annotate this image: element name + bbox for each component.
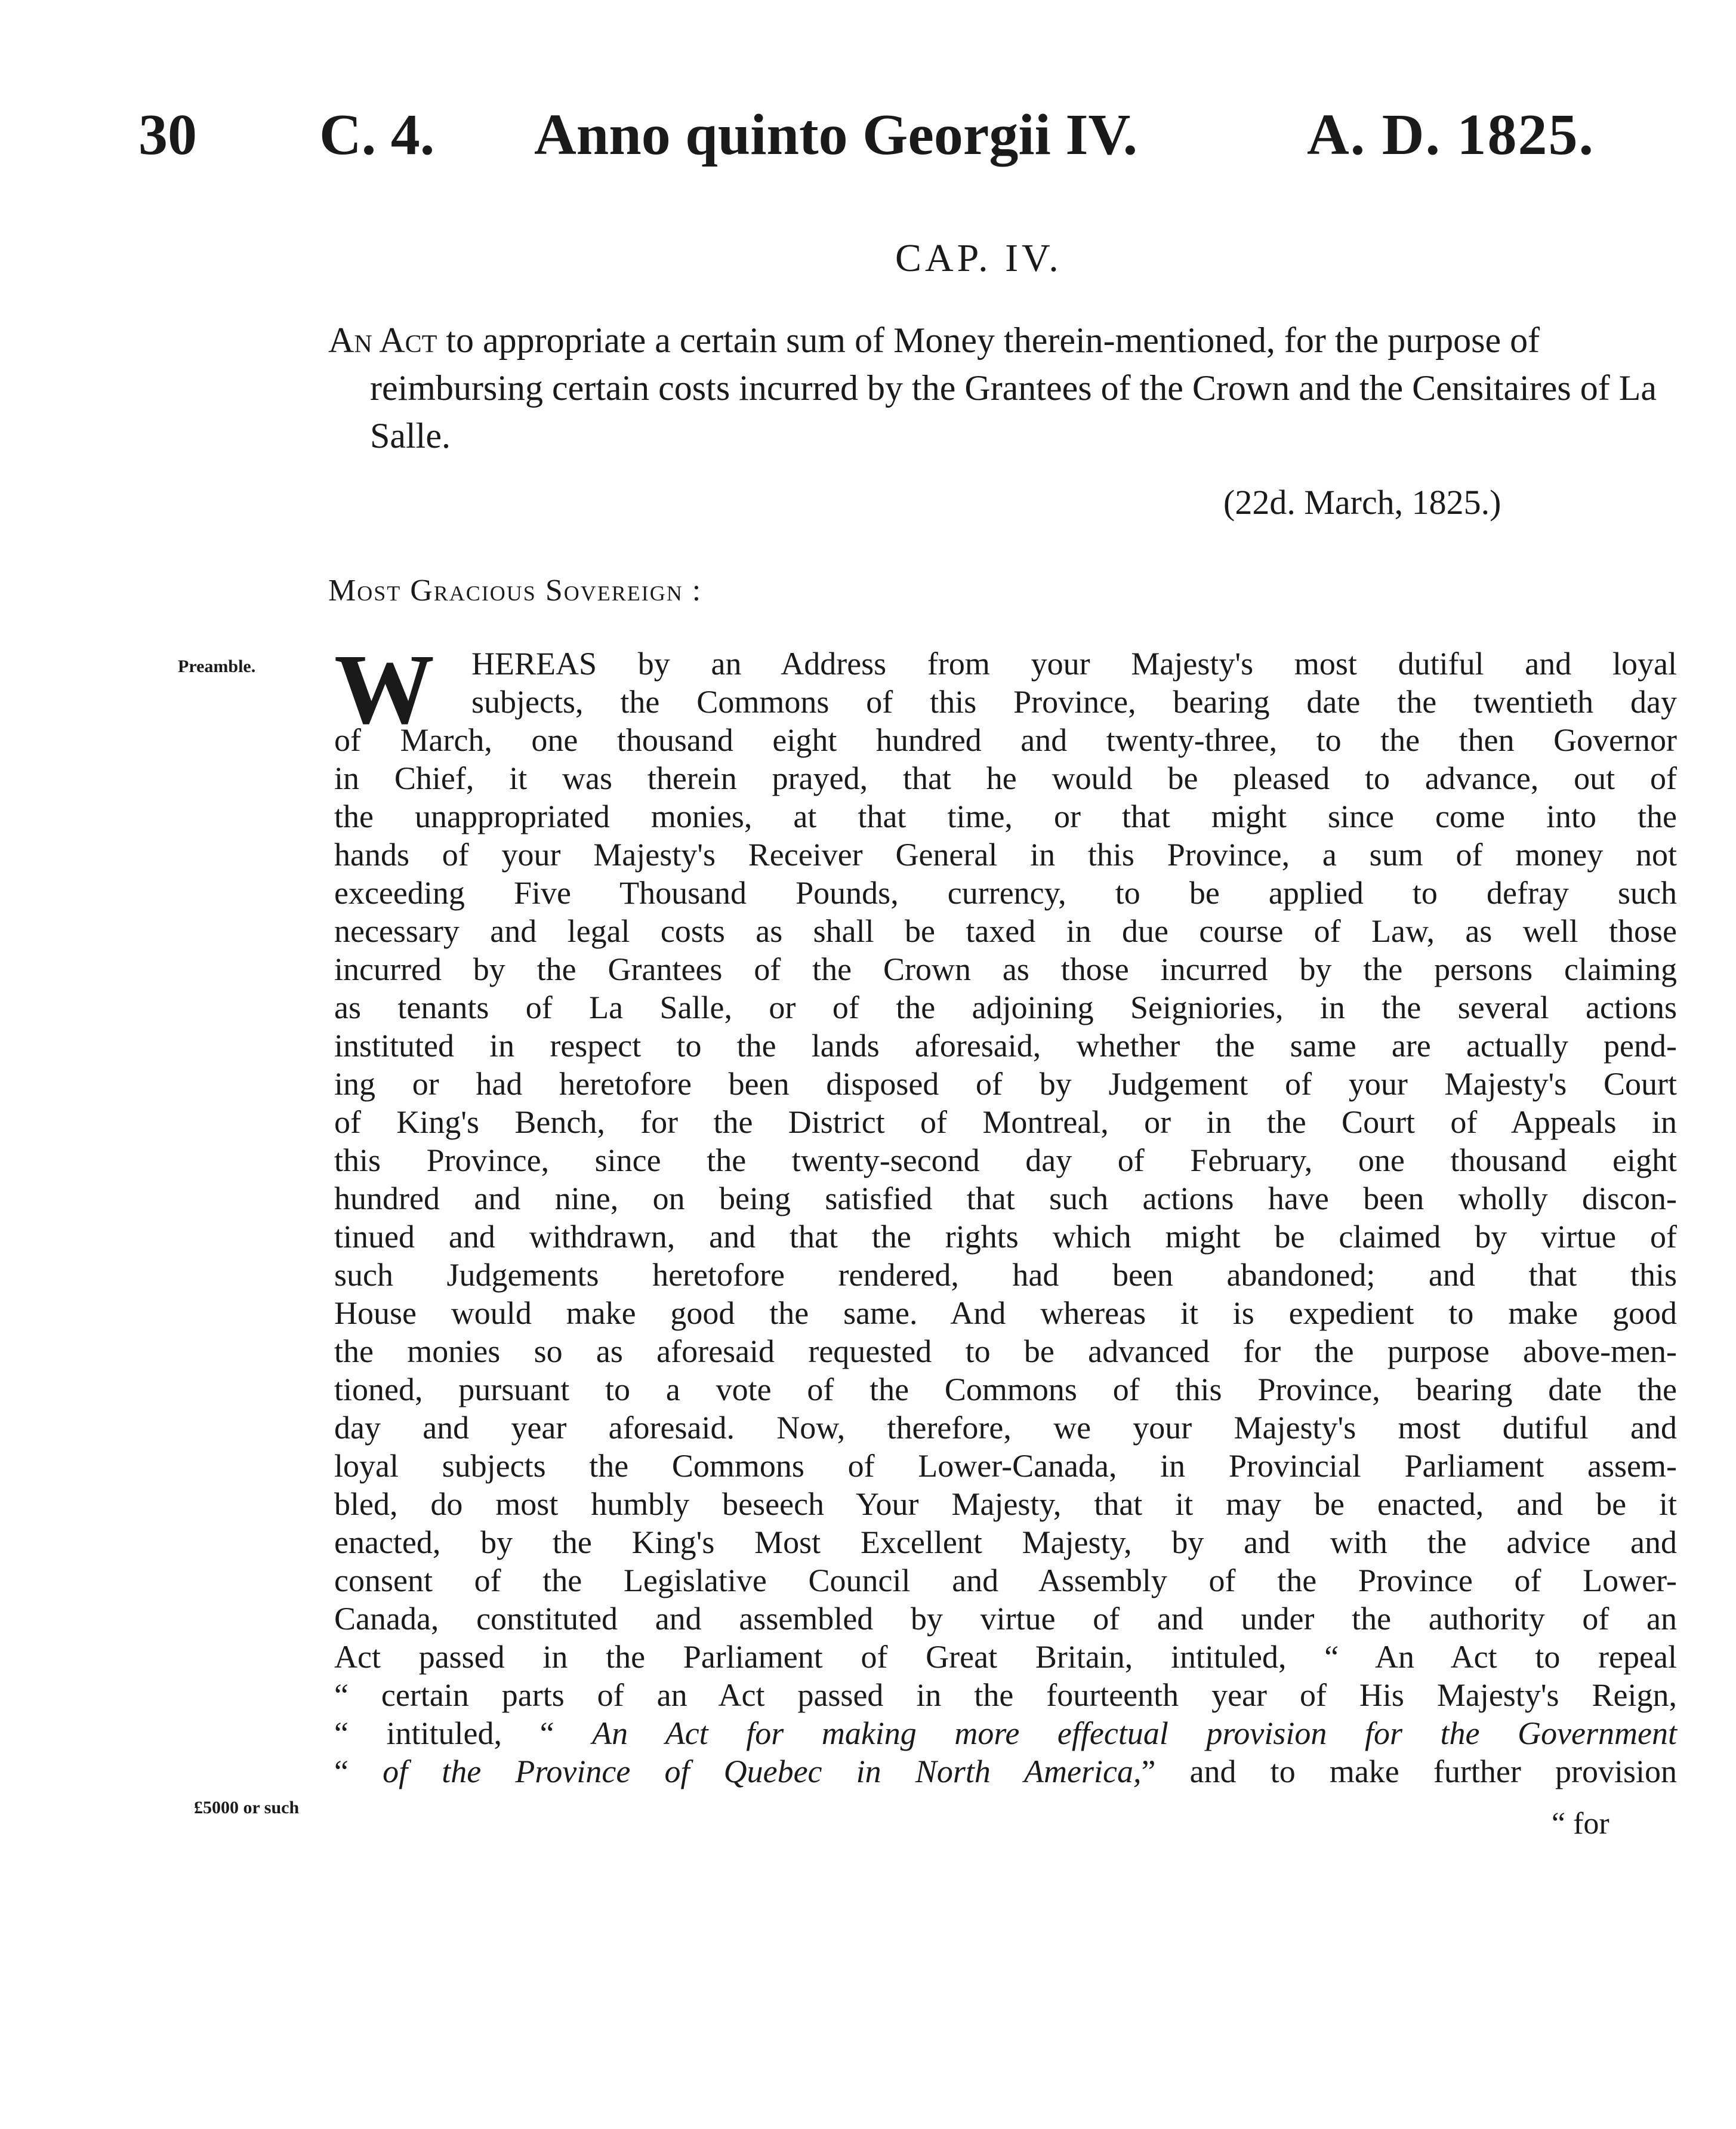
body-line: consent of the Legislative Council and Assembly of the Province of Lower- — [334, 1563, 1677, 1598]
body-line: incurred by the Grantees of the Crown as those incurred by the persons claiming — [334, 951, 1677, 987]
body-line: of King's Bench, for the District of Montreal, or in the Court of Appeals in — [334, 1104, 1677, 1140]
body-line: necessary and legal costs as shall be taxed in due course of Law, as well those — [334, 913, 1677, 949]
enactment-date: (22d. March, 1825.) — [1223, 483, 1501, 522]
catchword: “ for — [1552, 1807, 1609, 1841]
italic-citation: An Act for making more effectual provision for the Government — [592, 1715, 1678, 1751]
line-ending: ” and to make further provision — [1141, 1754, 1677, 1789]
body-line: bled, do most humbly beseech Your Majesty, that it may be enacted, and be it — [334, 1486, 1677, 1522]
body-line: hands of your Majesty's Receiver General in this Province, a sum of money not — [334, 837, 1677, 873]
body-line: HEREAS by an Address from your Majesty's most dutiful and loyal — [471, 646, 1677, 682]
body-line: in Chief, it was therein prayed, that he would be pleased to advance, out of — [334, 760, 1677, 796]
drop-cap: W — [334, 634, 434, 745]
body-line: the monies so as aforesaid requested to be advanced for the purpose above-men- — [334, 1333, 1677, 1369]
running-year: A. D. 1825. — [1307, 103, 1595, 167]
body-line: such Judgements heretofore rendered, had been abandoned; and that this — [334, 1257, 1677, 1293]
body-line: subjects, the Commons of this Province, bearing date the twentieth day — [471, 684, 1677, 720]
body-line: exceeding Five Thousand Pounds, currency, to be applied to defray such — [334, 875, 1677, 911]
act-title-lead: An Act — [328, 321, 437, 360]
margin-note-sum: £5000 or such — [194, 1798, 300, 1817]
quote-mark: “ intituled, “ — [334, 1715, 554, 1751]
page-number: 30 — [138, 103, 197, 167]
running-title: Anno quinto Georgii IV. — [534, 103, 1138, 167]
body-line: instituted in respect to the lands aforesaid, whether the same are actually pend- — [334, 1028, 1677, 1064]
act-title-text: to appropriate a certain sum of Money therein-mentioned, for the purpose of reimbursing certain costs incurred by the Grantees of the Crown and the Censitaires of La Salle. — [370, 321, 1657, 455]
body-line: day and year aforesaid. Now, therefore, we your Majesty's most dutiful and — [334, 1410, 1677, 1446]
italic-citation: of the Province of Quebec in North America, — [383, 1754, 1142, 1789]
body-line: “ certain parts of an Act passed in the fourteenth year of His Majesty's Reign, — [334, 1677, 1677, 1713]
body-line: loyal subjects the Commons of Lower-Canada, in Provincial Parliament assem- — [334, 1448, 1677, 1484]
body-line: hundred and nine, on being satisfied that such actions have been wholly discon- — [334, 1181, 1677, 1216]
body-line: tioned, pursuant to a vote of the Commons of this Province, bearing date the — [334, 1372, 1677, 1407]
act-title — [328, 316, 1713, 460]
body-line: of March, one thousand eight hundred and twenty-three, to the then Governor — [334, 722, 1677, 758]
body-text — [334, 634, 1678, 1791]
running-head — [0, 101, 1736, 179]
quote-mark: “ — [334, 1754, 349, 1789]
body-line: Canada, constituted and assembled by virtue of and under the authority of an — [334, 1601, 1677, 1637]
body-line: Act passed in the Parliament of Great Britain, intituled, “ An Act to repeal — [334, 1639, 1677, 1675]
margin-note-preamble: Preamble. — [178, 657, 256, 676]
body-line: as tenants of La Salle, or of the adjoining Seigniories, in the several actions — [334, 990, 1677, 1025]
body-line: the unappropriated monies, at that time, or that might since come into the — [334, 799, 1677, 834]
salutation: Most Gracious Sovereign : — [328, 574, 702, 608]
chapter-heading: CAP. IV. — [895, 236, 1062, 280]
chapter-number: C. 4. — [319, 103, 435, 167]
body-line-italic-2 — [334, 1752, 1677, 1791]
body-line: House would make good the same. And whereas it is expedient to make good — [334, 1295, 1677, 1331]
body-line: tinued and withdrawn, and that the rights which might be claimed by virtue of — [334, 1219, 1677, 1255]
body-line: this Province, since the twenty-second day of February, one thousand eight — [334, 1142, 1677, 1178]
body-line-italic-1 — [334, 1714, 1677, 1752]
body-line: ing or had heretofore been disposed of by Judgement of your Majesty's Court — [334, 1066, 1677, 1102]
body-line: enacted, by the King's Most Excellent Majesty, by and with the advice and — [334, 1524, 1677, 1560]
